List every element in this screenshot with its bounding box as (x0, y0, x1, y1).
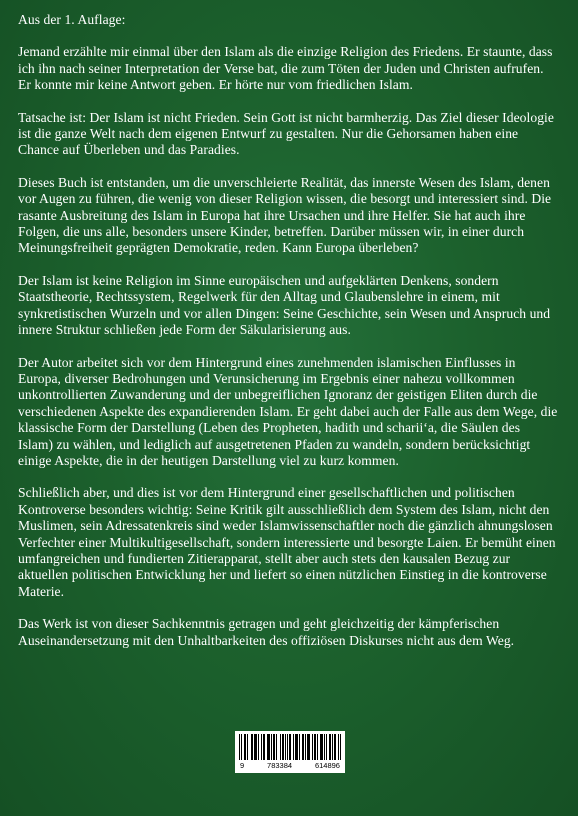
barcode-bar (296, 734, 297, 760)
barcode-bar (263, 734, 264, 760)
barcode-bar (320, 734, 321, 760)
barcode-bar (314, 734, 315, 760)
isbn-barcode (235, 731, 345, 773)
barcode-bar (264, 734, 265, 760)
barcode-bar (332, 734, 333, 760)
barcode-bar (289, 734, 290, 760)
blurb-paragraph-1: Jemand erzählte mir einmal über den Islam als die einzige Religion des Friedens. Er staunte, dass ich ihn nach seiner Interpretation der Verse bat, die zum Töten der Juden und Christen aufrufen. Er konnte mir keine Antwort geben. Er hörte nur vom friedlichen Islam. (18, 44, 553, 93)
barcode-digit-group-1: 783384 (267, 761, 293, 770)
barcode-bar (251, 734, 252, 760)
barcode-bar (307, 734, 308, 760)
barcode-bar (293, 734, 294, 760)
barcode-bar (267, 734, 268, 760)
barcode-bar (269, 734, 270, 760)
barcode-bar (317, 734, 318, 760)
barcode-bar (239, 734, 240, 760)
barcode-bar (258, 734, 259, 760)
barcode-bar (324, 734, 325, 760)
barcode-bar (297, 734, 298, 760)
blurb-paragraph-6: Schließlich aber, und dies ist vor dem Hintergrund einer gesellschaftlichen und politischen Kontroverse besonders wichtig: Seine Kritik gilt ausschließlich dem System des Islam, nicht den Muslimen, sein Adressatenkreis sind weder Islamwissenschaftler noch die gänzlich ahnungslosen Verfechter einer Multikultigesellschaft, sondern interessierte und besorgte Laien. Er bemüht einen umfangreichen und fundierten Zitierapparat, stellt aber auch stets den kausalen Bezug zur aktuellen politischen Entwicklung her und liefert so einen nützlichen Einstieg in die kontroverse Materie. (18, 485, 556, 599)
barcode-bar (315, 734, 316, 760)
barcode-bar (309, 734, 310, 760)
barcode-bar (245, 734, 246, 760)
barcode-bar (247, 734, 248, 760)
barcode-bar (256, 734, 257, 760)
barcode-bar (268, 734, 269, 760)
barcode-bar (283, 734, 284, 760)
barcode-bars (239, 734, 341, 760)
barcode-bar (321, 734, 322, 760)
barcode-digits (239, 761, 341, 770)
barcode-bar (254, 734, 255, 760)
barcode-bar (312, 734, 313, 760)
barcode-bar (280, 734, 281, 760)
blurb-paragraph-5: Der Autor arbeitet sich vor dem Hintergrund eines zunehmenden islamischen Einflusses in Europa, diverser Bedrohungen und Verunsicherung im Ergebnis einer nahezu vollkommen unkontrollierten Zuwanderung und der unbegreiflichen Ignoranz der geistigen Eliten durch die verschiedenen Aspekte des expandierenden Islam. Er geht dabei auch der Falle aus dem Wege, die klassische Form der Darstellung (Leben des Propheten, hadith und scharii‘a, die Säulen des Islam) zu wählen, und lediglich auf ausgetretenen Pfaden zu wandeln, sondern berücksichtigt einige Aspekte, die in der heutigen Darstellung viel zu kurz kommen. (18, 354, 558, 468)
barcode-bar (335, 734, 336, 760)
barcode-bar (255, 734, 256, 760)
barcode-digit-prefix: 9 (240, 761, 245, 770)
barcode-bar (302, 734, 303, 760)
barcode-bar (338, 734, 339, 760)
blurb-paragraph-7: Das Werk ist von dieser Sachkenntnis getragen und geht gleichzeitig der kämpferischen Auseinandersetzung mit den Unhaltbarkeiten des offiziösen Diskurses nicht aus dem Weg. (18, 616, 515, 648)
barcode-bar (274, 734, 275, 760)
barcode-bar (252, 734, 253, 760)
barcode-bar (334, 734, 335, 760)
barcode-bar (290, 734, 291, 760)
barcode-bar (276, 734, 277, 760)
barcode-bar (326, 734, 327, 760)
blurb-paragraph-3: Dieses Buch ist entstanden, um die unverschleierte Realität, das innerste Wesen des Islam, denen vor Augen zu führen, die wenig von dieser Religion wissen, die besorgt und interessiert sind. Die rasante Ausbreitung des Islam in Europa hat ihre Ursachen und ihre Helfer. Sie hat auch ihre Folgen, die uns alle, besonders unsere Kinder, betreffen. Darüber müssen wir, in einer durch Meinungsfreiheit geprägten Demokratie, reden. Kann Europa überleben? (18, 174, 552, 256)
barcode-bar (241, 734, 242, 760)
barcode-bar (303, 734, 304, 760)
barcode-bar (340, 734, 341, 760)
barcode-bar (322, 734, 323, 760)
blurb-text (18, 12, 558, 665)
edition-heading: Aus der 1. Auflage: (18, 12, 126, 27)
barcode-bar (330, 734, 331, 760)
barcode-bar (295, 734, 296, 760)
blurb-paragraph-4: Der Islam ist keine Religion im Sinne europäischen und aufgeklärten Denkens, sondern Staatstheorie, Rechtssystem, Regelwerk für den Alltag und Glaubenslehre in einem, mit synkretistischen Wurzeln und vor allen Dingen: Seine Geschichte, sein Wesen und Anspruch und innere Struktur schließen jede Form der Säkularisierung aus. (18, 272, 551, 338)
barcode-bar (282, 734, 283, 760)
barcode-bar (305, 734, 306, 760)
barcode-bar (244, 734, 245, 760)
barcode-digit-group-2: 614896 (314, 761, 340, 770)
barcode-bar (329, 734, 330, 760)
barcode-bar (273, 734, 274, 760)
blurb-paragraph-2: Tatsache ist: Der Islam ist nicht Frieden. Sein Gott ist nicht barmherzig. Das Ziel dieser Ideologie ist die ganze Welt nach dem eigenen Entwurf zu gestalten. Nur die Gehorsamen haben eine Chance auf Überleben und das Paradies. (18, 109, 554, 158)
barcode-bar (287, 734, 288, 760)
barcode-bar (299, 734, 300, 760)
barcode-bar (308, 734, 309, 760)
barcode-bar (261, 734, 262, 760)
barcode-bar (285, 734, 286, 760)
barcode-bar (271, 734, 272, 760)
